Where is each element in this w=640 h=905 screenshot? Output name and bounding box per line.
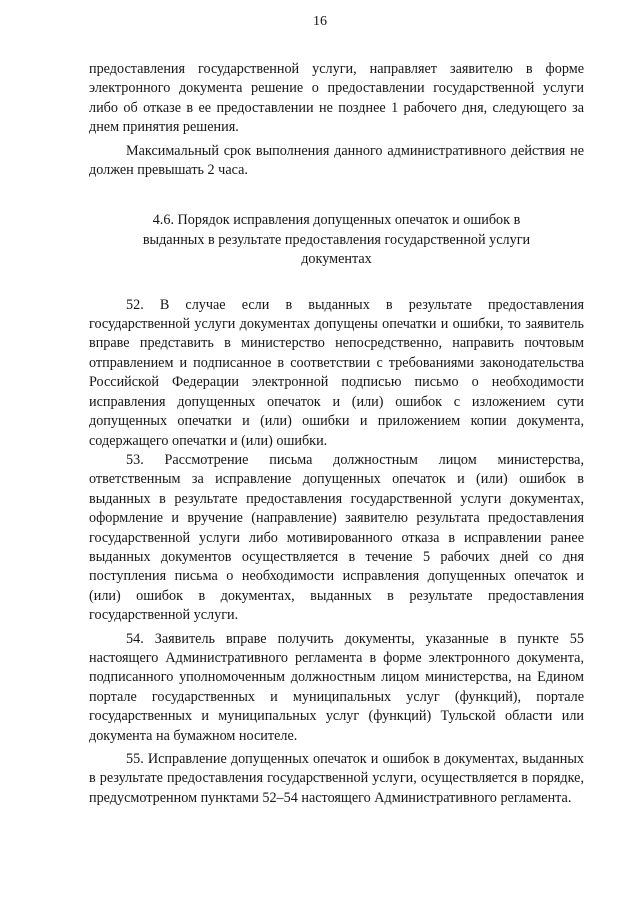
section-heading: 4.6. Порядок исправления допущенных опечаток и ошибок в выданных в результате предоставления государственной услуги документах [142,212,531,268]
continuation-paragraph: предоставления государственной услуги, направляет заявителю в форме электронного документа решение о предоставлении государственной услуги либо об отказе в ее предоставлении не позднее 1 рабочего дня, следующего за днем принятия решения. [89,61,584,136]
paragraph-52: 52. В случае если в выданных в результате предоставления государственной услуги документах допущены опечатки и ошибки, то заявитель вправе представить в министерство непосредственно, направить почтовым отправлением и подписанное в соответствии с требованиями законодательства Российской Федерации электронной подписью письмо о необходимости исправления допущенных опечаток и (или) ошибок с изложением сути допущенных опечатки и (или) ошибки и приложением копии документа, содержащего опечатки и (или) ошибки. [89,296,584,449]
paragraph-55: 55. Исправление допущенных опечаток и ошибок в документах, выданных в результате предоставления государственной услуги, осуществляется в порядке, предусмотренном пунктами 52–54 настоящего Административного регламента. [89,751,584,806]
paragraph-54: 54. Заявитель вправе получить документы, указанные в пункте 55 настоящего Административного регламента в форме электронного документа, подписанного уполномоченным должностным лицом министерства, на Едином портале государственных и муниципальных услуг (функций), портале государственных и муниципальных услуг (функций) Тульской области или документа на бумажном носителе. [89,630,584,744]
document-body [89,60,584,808]
paragraph-53: 53. Рассмотрение письма должностным лицом министерства, ответственным за исправление допущенных опечаток и (или) ошибок в выданных в результате предоставления государственной услуги документах, оформление и вручение (направление) заявителю результата предоставления государственной услуги либо мотивированного отказа в исправлении ранее выданных документов осуществляется в течение 5 рабочих дней со дня поступления письма о необходимости исправления допущенных опечаток и (или) ошибок в документах, выданных в результате предоставления государственной услуги. [89,451,584,624]
page-number: 16 [313,14,327,29]
max-term-paragraph: Максимальный срок выполнения данного административного действия не должен превышать 2 часа. [89,142,584,179]
